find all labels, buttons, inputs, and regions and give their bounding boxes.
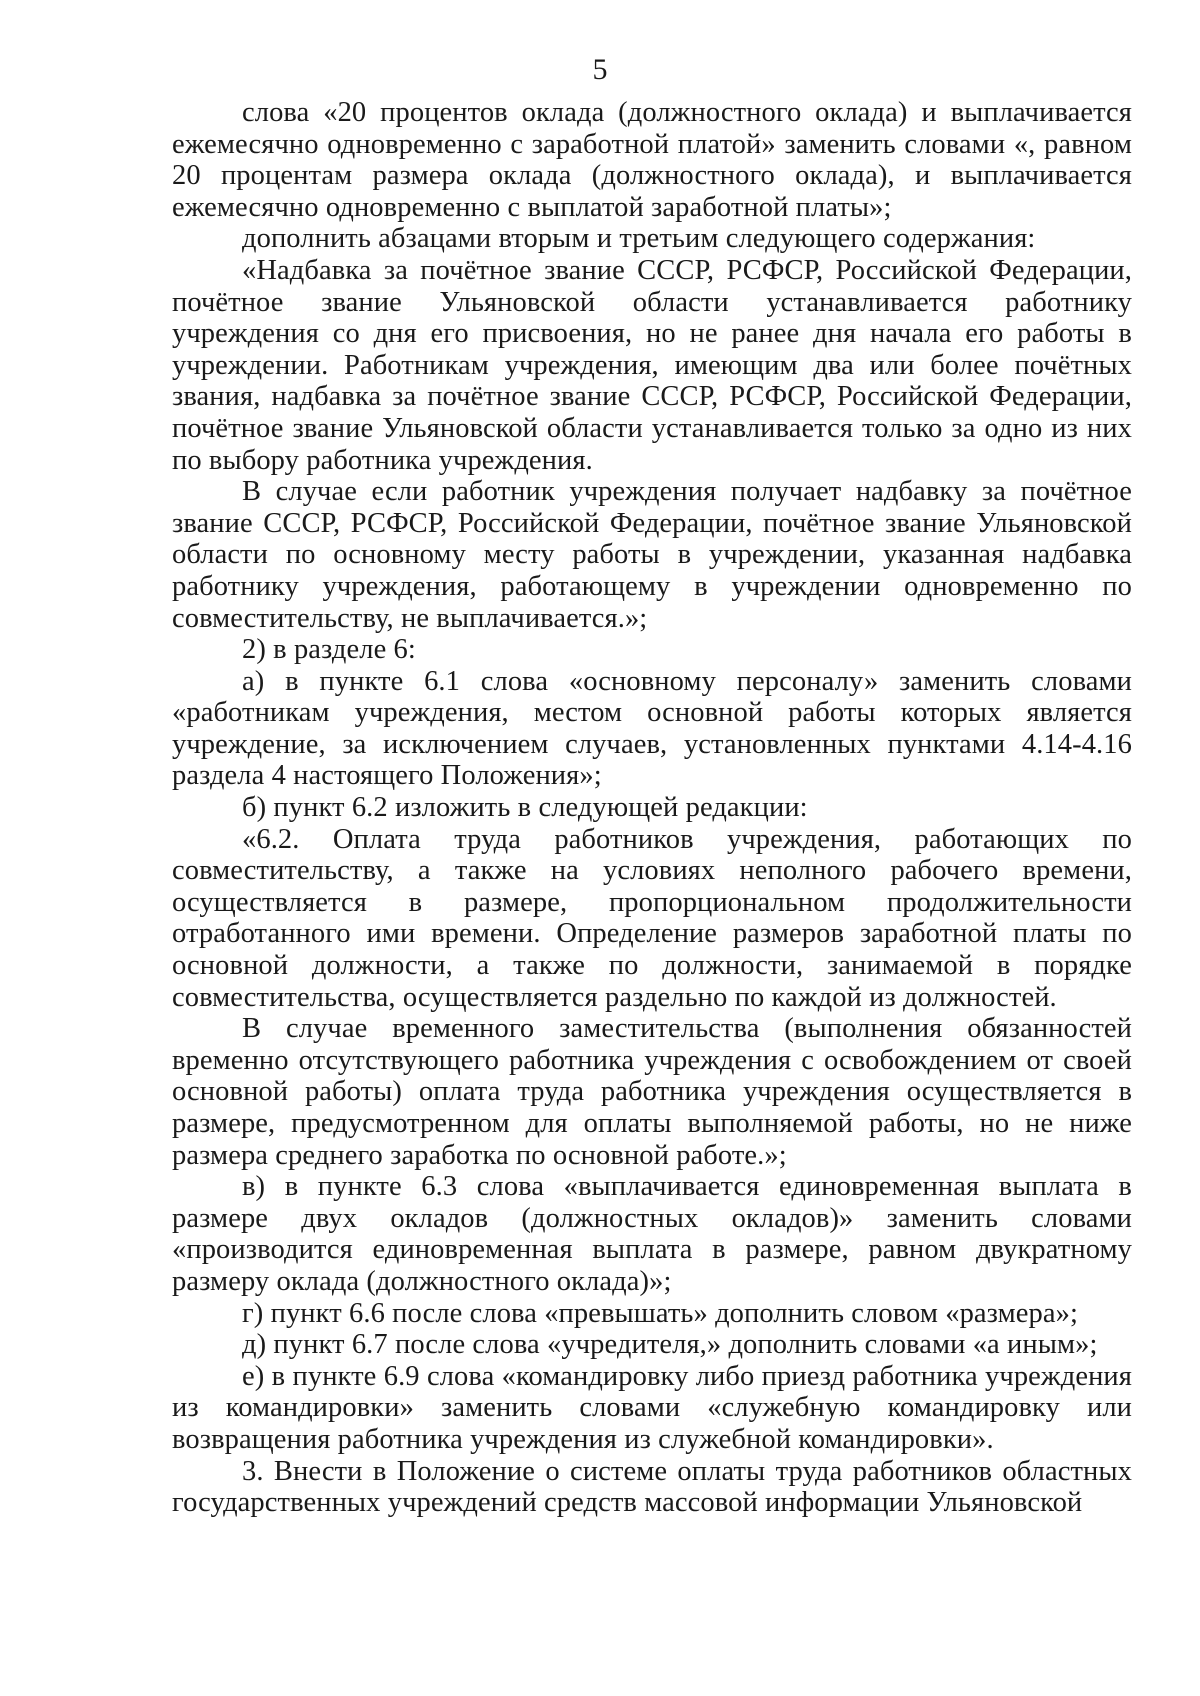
paragraph: дополнить абзацами вторым и третьим следующего содержания: — [242, 223, 1036, 255]
paragraph: г) пункт 6.6 после слова «превышать» дополнить словом «размера»; — [242, 1297, 1078, 1329]
paragraph: 2) в разделе 6: — [242, 634, 416, 666]
paragraph: В случае если работник учреждения получает надбавку за почётное звание СССР, РСФСР, Российской Федерации, почётное звание Ульяновской области по основному месту работы в учреждении, указанная надбавка работнику учреждения, работающему в учреждении одновременно по совместительству, не выплачивается.»; — [172, 476, 1132, 634]
paragraph: слова «20 процентов оклада (должностного оклада) и выплачивается ежемесячно одновременно с заработной платой» заменить словами «, равном 20 процентам размера оклада (должностного оклада), и выплачивается ежемесячно одновременно с выплатой заработной платы»; — [172, 97, 1132, 223]
page-number: 5 — [592, 53, 608, 86]
paragraph: е) в пункте 6.9 слова «командировку либо приезд работника учреждения из командировки» заменить словами «служебную командировку или возвращения работника учреждения из служебной командировки». — [172, 1360, 1132, 1455]
paragraph: д) пункт 6.7 после слова «учредителя,» дополнить словами «а иным»; — [242, 1329, 1098, 1361]
paragraph: «6.2. Оплата труда работников учреждения, работающих по совместительству, а также на условиях неполного рабочего времени, осуществляется в размере, пропорциональном продолжительности отработанного ими времени. Определение размеров заработной платы по основной должности, а также по должности, занимаемой в порядке совместительства, осуществляется раздельно по каждой из должностей. — [172, 823, 1132, 1013]
paragraph: а) в пункте 6.1 слова «основному персоналу» заменить словами «работникам учреждения, местом основной работы которых является учреждение, за исключением случаев, установленных пунктами 4.14-4.16 раздела 4 настоящего Положения»; — [172, 665, 1132, 792]
paragraph: В случае временного заместительства (выполнения обязанностей временно отсутствующего работника учреждения с освобождением от своей основной работы) оплата труда работника учреждения осуществляется в размере, предусмотренном для оплаты выполняемой работы, но не ниже размера среднего заработка по основной работе.»; — [172, 1013, 1132, 1171]
document-body — [172, 97, 1132, 1519]
paragraph: в) в пункте 6.3 слова «выплачивается единовременная выплата в размере двух окладов (должностных окладов)» заменить словами «производится единовременная выплата в размере, равном двукратному размеру оклада (должностного оклада)»; — [172, 1171, 1132, 1297]
paragraph: 3. Внести в Положение о системе оплаты труда работников областных государственных учреждений средств массовой информации Ульяновской — [172, 1455, 1132, 1519]
paragraph: б) пункт 6.2 изложить в следующей редакции: — [242, 792, 808, 824]
paragraph: «Надбавка за почётное звание СССР, РСФСР, Российской Федерации, почётное звание Ульяновской области устанавливается работнику учреждения со дня его присвоения, но не ранее дня начала его работы в учреждении. Работникам учреждения, имеющим два или более почётных звания, надбавка за почётное звание СССР, РСФСР, Российской Федерации, почётное звание Ульяновской области устанавливается только за одно из них по выбору работника учреждения. — [172, 254, 1132, 476]
